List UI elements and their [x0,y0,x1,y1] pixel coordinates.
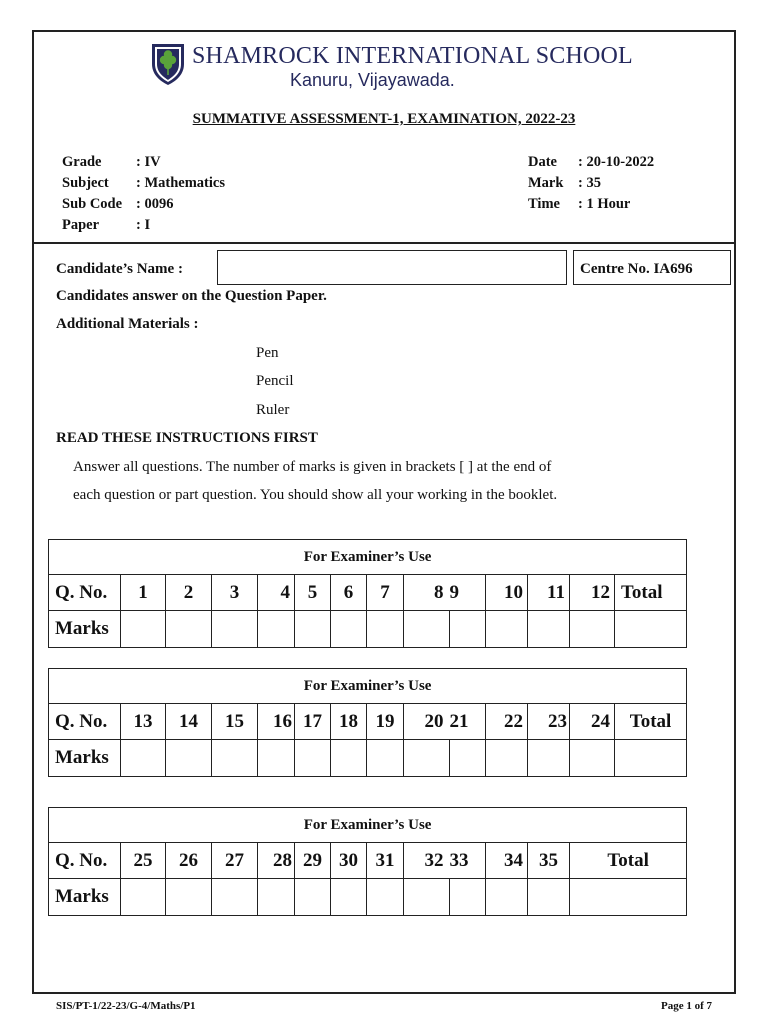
examiner-header: For Examiner’s Use [49,540,687,575]
question-number: 27 [212,843,258,879]
grade-label: Grade [62,154,102,170]
total-label: Total [615,704,687,740]
time-value: : 1 Hour [578,196,631,212]
marks-cell[interactable] [570,740,615,777]
marks-cell[interactable] [295,879,331,916]
instructions-line-1: Answer all questions. The number of marks is given in brackets [ ] at the end of [73,459,552,475]
question-number: 20 [404,704,450,740]
question-number: 17 [295,704,331,740]
material-pen: Pen [256,345,279,361]
marks-cell[interactable] [404,611,450,648]
qno-label: Q. No. [49,704,121,740]
qno-label: Q. No. [49,843,121,879]
date-label: Date [528,154,557,170]
instructions-title: READ THESE INSTRUCTIONS FIRST [56,430,318,446]
examiner-table-3 [48,807,687,916]
marks-cell[interactable] [295,611,331,648]
examiner-table-1 [48,539,687,648]
material-pencil: Pencil [256,373,294,389]
marks-cell[interactable] [258,879,295,916]
shamrock-shield-icon [150,42,186,86]
marks-cell[interactable] [486,611,528,648]
mark-value: : 35 [578,175,601,191]
marks-cell[interactable] [331,879,367,916]
time-label: Time [528,196,560,212]
question-number: 9 [450,575,486,611]
instructions-line-2: each question or part question. You should show all your working in the booklet. [73,487,558,503]
school-name: SHAMROCK INTERNATIONAL SCHOOL [192,43,633,69]
question-number: 8 [404,575,450,611]
subject-label: Subject [62,175,109,191]
total-label: Total [570,843,687,879]
header-divider [32,242,736,244]
material-ruler: Ruler [256,402,290,418]
marks-cell[interactable] [570,611,615,648]
marks-cell[interactable] [486,879,528,916]
marks-cell[interactable] [166,740,212,777]
marks-cell[interactable] [404,740,450,777]
marks-cell[interactable] [450,740,486,777]
paper-value: : I [136,217,151,233]
question-number: 28 [258,843,295,879]
question-number: 11 [528,575,570,611]
question-number: 19 [367,704,404,740]
grade-value: : IV [136,154,161,170]
question-number: 29 [295,843,331,879]
marks-label: Marks [49,879,121,916]
subcode-label: Sub Code [62,196,123,212]
marks-label: Marks [49,611,121,648]
question-number: 4 [258,575,295,611]
subcode-value: : 0096 [136,196,174,212]
examiner-header: For Examiner’s Use [49,808,687,843]
marks-label: Marks [49,740,121,777]
question-number: 3 [212,575,258,611]
marks-cell[interactable] [486,740,528,777]
question-number: 31 [367,843,404,879]
question-number: 30 [331,843,367,879]
marks-cell[interactable] [404,879,450,916]
total-label: Total [615,575,687,611]
question-number: 35 [528,843,570,879]
marks-cell[interactable] [331,740,367,777]
question-number: 18 [331,704,367,740]
question-number: 2 [166,575,212,611]
question-number: 10 [486,575,528,611]
marks-total-cell[interactable] [615,740,687,777]
question-number: 1 [121,575,166,611]
marks-cell[interactable] [212,740,258,777]
marks-cell[interactable] [528,611,570,648]
question-number: 24 [570,704,615,740]
paper-label: Paper [62,217,100,233]
question-number: 6 [331,575,367,611]
marks-cell[interactable] [212,611,258,648]
examiner-table-2 [48,668,687,777]
marks-cell[interactable] [450,611,486,648]
marks-cell[interactable] [121,879,166,916]
marks-cell[interactable] [166,611,212,648]
marks-cell[interactable] [528,879,570,916]
question-number: 5 [295,575,331,611]
mark-label: Mark [528,175,564,191]
marks-cell[interactable] [331,611,367,648]
marks-cell[interactable] [528,740,570,777]
materials-label: Additional Materials : [56,316,199,332]
examiner-header: For Examiner’s Use [49,669,687,704]
school-location: Kanuru, Vijayawada. [290,70,455,90]
question-number: 7 [367,575,404,611]
question-number: 26 [166,843,212,879]
centre-number: Centre No. IA696 [573,250,731,285]
subject-value: : Mathematics [136,175,225,191]
exam-details-right [528,152,654,215]
question-number: 34 [486,843,528,879]
candidate-name-label: Candidate’s Name : [56,261,183,277]
marks-cell[interactable] [367,611,404,648]
date-value: : 20-10-2022 [578,154,655,170]
qno-label: Q. No. [49,575,121,611]
question-number: 14 [166,704,212,740]
marks-cell[interactable] [367,879,404,916]
question-number: 22 [486,704,528,740]
marks-cell[interactable] [295,740,331,777]
marks-cell[interactable] [166,879,212,916]
marks-total-cell[interactable] [615,611,687,648]
question-number: 12 [570,575,615,611]
marks-cell[interactable] [258,611,295,648]
marks-cell[interactable] [367,740,404,777]
question-number: 16 [258,704,295,740]
school-header [150,42,633,90]
exam-details-left [62,152,225,236]
question-number: 33 [450,843,486,879]
marks-cell[interactable] [121,740,166,777]
marks-cell[interactable] [121,611,166,648]
marks-cell[interactable] [450,879,486,916]
exam-title: SUMMATIVE ASSESSMENT-1, EXAMINATION, 2022-23 [192,111,576,127]
marks-cell[interactable] [258,740,295,777]
marks-cell[interactable] [212,879,258,916]
marks-total-cell[interactable] [570,879,687,916]
question-number: 13 [121,704,166,740]
page-number: Page 1 of 7 [660,1000,712,1012]
footer-code: SIS/PT-1/22-23/G-4/Maths/P1 [56,1000,196,1012]
question-number: 21 [450,704,486,740]
candidate-name-field[interactable] [217,250,567,285]
question-number: 23 [528,704,570,740]
question-number: 15 [212,704,258,740]
question-number: 25 [121,843,166,879]
question-number: 32 [404,843,450,879]
answer-note: Candidates answer on the Question Paper. [56,288,327,304]
